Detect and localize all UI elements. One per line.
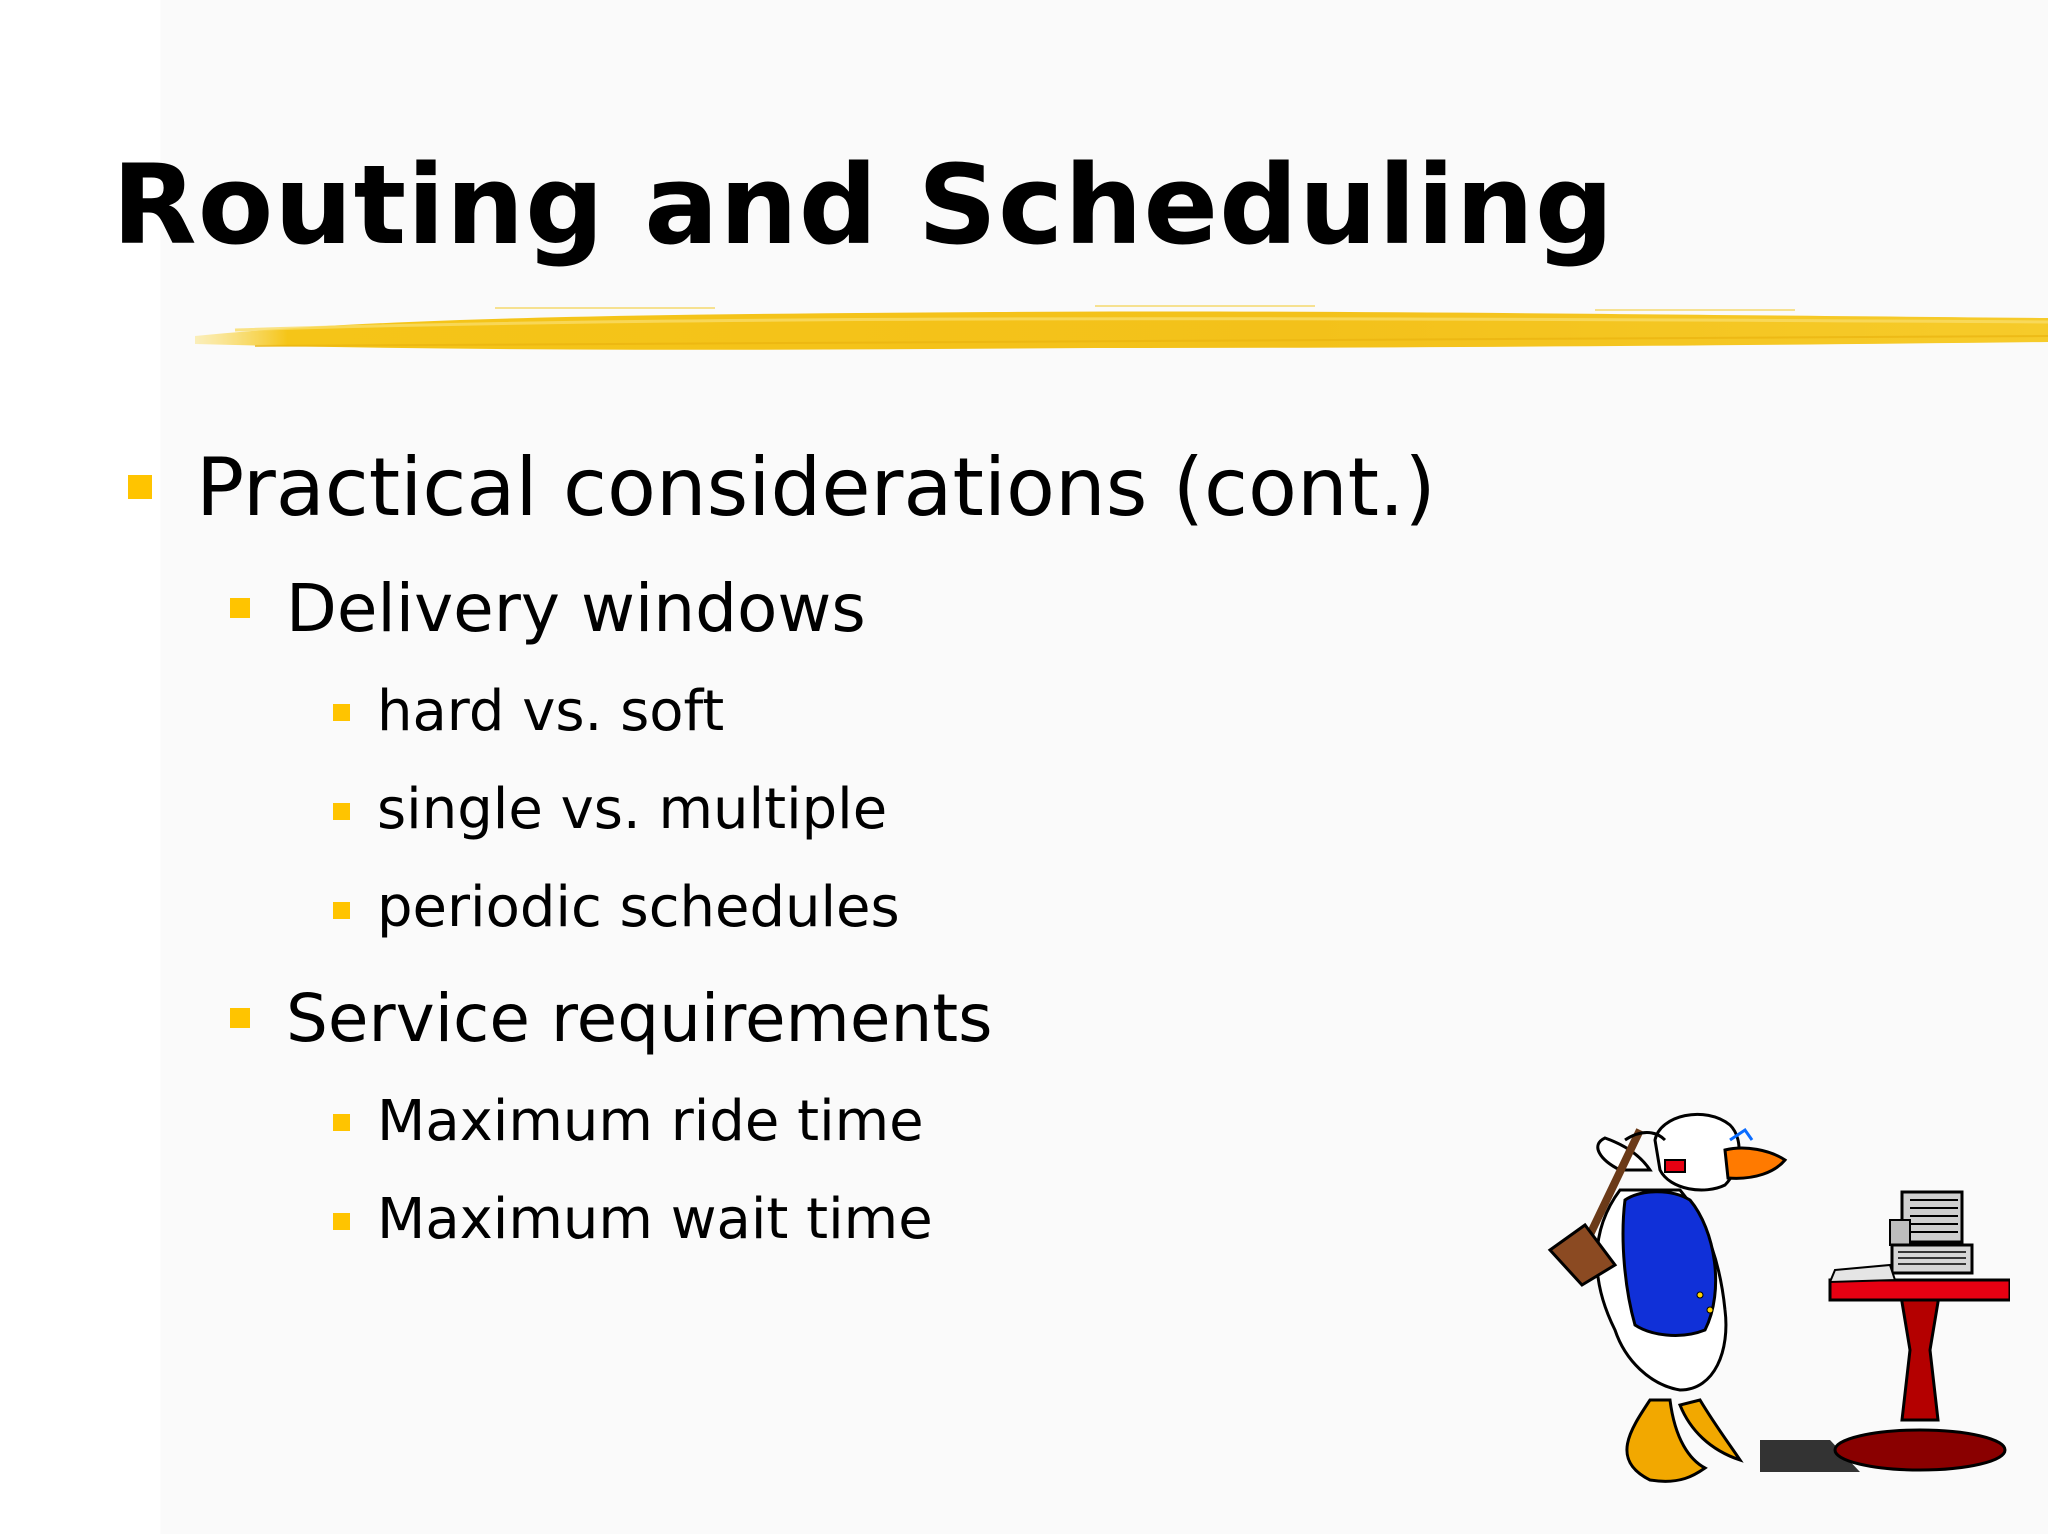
bullet-marker xyxy=(333,1114,350,1131)
bullet-marker xyxy=(333,1213,350,1230)
bullet-single-vs-multiple: single vs. multiple xyxy=(377,777,888,842)
bullet-hard-vs-soft: hard vs. soft xyxy=(377,679,725,744)
bullet-service-requirements: Service requirements xyxy=(286,980,993,1057)
bullet-marker xyxy=(333,704,350,721)
bullet-delivery-windows: Delivery windows xyxy=(286,570,866,647)
duck-computer-clipart xyxy=(1530,1100,2010,1500)
slide-title: Routing and Scheduling xyxy=(112,141,1615,269)
bullet-marker xyxy=(333,902,350,919)
bullet-maximum-ride-time: Maximum ride time xyxy=(377,1089,924,1154)
bullet-practical-considerations: Practical considerations (cont.) xyxy=(196,441,1436,534)
bullet-periodic-schedules: periodic schedules xyxy=(377,875,900,940)
bullet-marker xyxy=(333,803,350,820)
bullet-marker xyxy=(230,1008,250,1028)
bullet-marker xyxy=(128,475,152,499)
bullet-maximum-wait-time: Maximum wait time xyxy=(377,1187,933,1252)
bullet-marker xyxy=(230,598,250,618)
